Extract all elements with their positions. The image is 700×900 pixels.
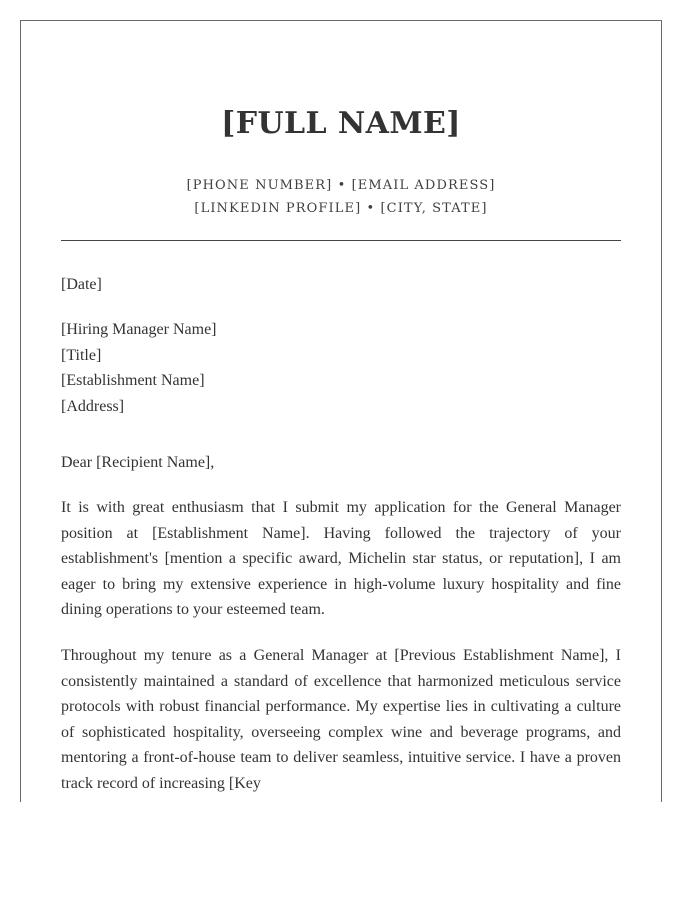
recipient-title: [Title] [61, 347, 102, 364]
contact-phone-email: [PHONE NUMBER] • [EMAIL ADDRESS] [186, 178, 496, 193]
contact-linkedin-location: [LINKEDIN PROFILE] • [CITY, STATE] [194, 201, 488, 216]
recipient-establishment: [Establishment Name] [61, 372, 205, 389]
body-paragraph-2: Throughout my tenure as a General Manager at [Previous Establishment Name], I consistently maintained a standard of excellence that harmonized meticulous service protocols with robust financial performance. My expertise lies in cultivating a culture of sophisticated hospitality, overseeing complex wine and beverage programs, and mentoring a front-of-house team to deliver seamless, intuitive service. I have a proven track record of increasing [Key [61, 647, 621, 792]
recipient-address: [Address] [61, 398, 125, 415]
body-paragraph-1: It is with great enthusiasm that I submit my application for the General Manager position at [Establishment Name]. Having followed the trajectory of your establishment's [mention a specific award, Michelin star status, or reputation], I am eager to bring my extensive experience in high-volume luxury hospitality and fine dining operations to your esteemed team. [61, 499, 621, 618]
applicant-full-name: [FULL NAME] [221, 106, 461, 141]
header-divider [61, 240, 621, 241]
letter-date: [Date] [61, 276, 102, 293]
salutation: Dear [Recipient Name], [61, 454, 215, 471]
letter-page [20, 20, 662, 802]
recipient-name: [Hiring Manager Name] [61, 321, 217, 338]
